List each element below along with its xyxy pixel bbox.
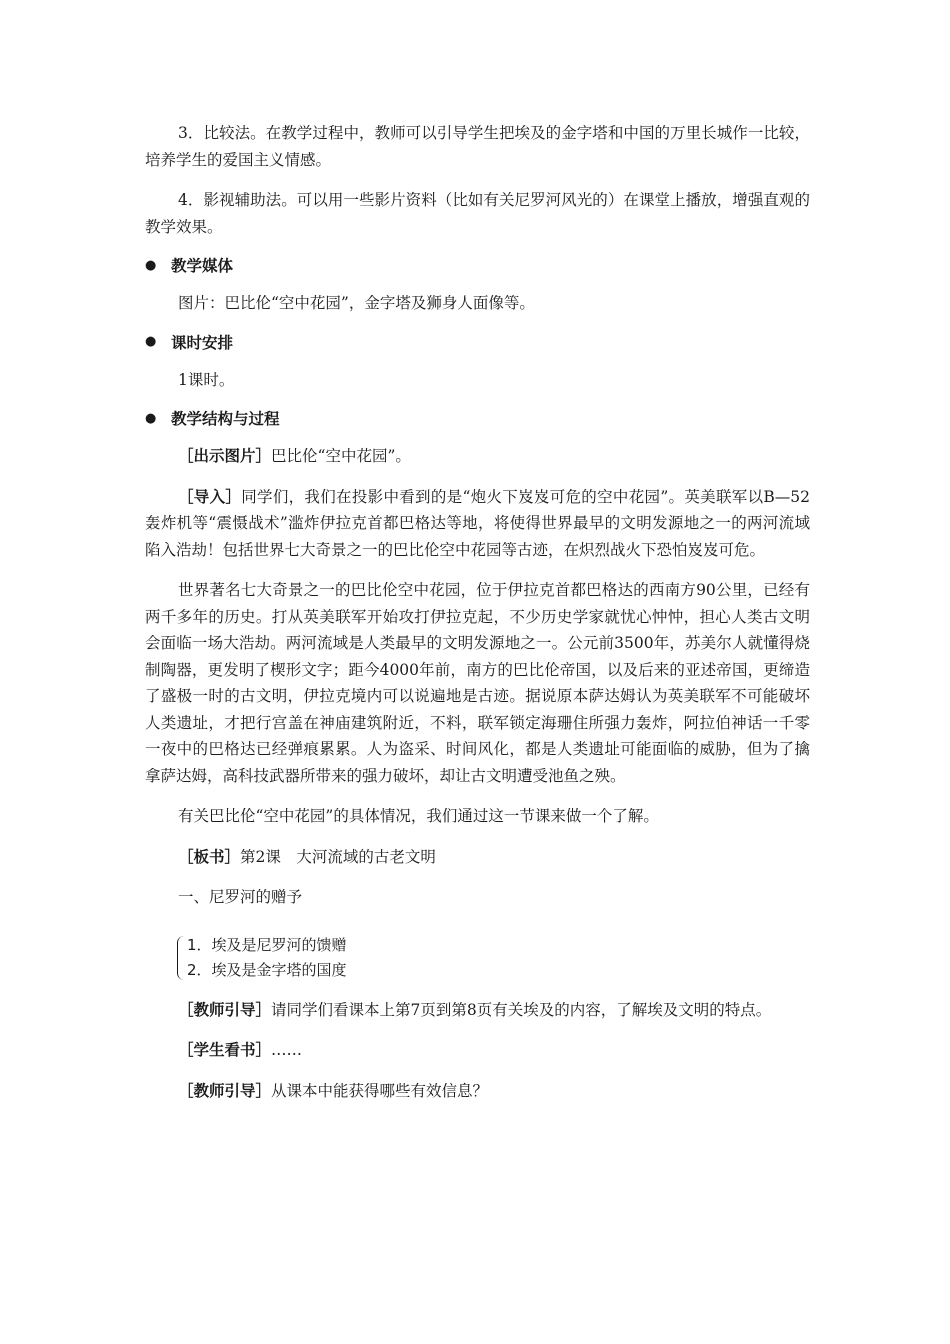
media-heading (145, 254, 810, 276)
board-line (145, 844, 810, 871)
teacher-guide-2 (145, 1078, 810, 1105)
intro-text: 同学们，我们在投影中看到的是“炮火下岌岌可危的空中花园”。英美联军以B—52轰炸机等“震慑战术”滥炸伊拉克首都巴格达等地，将使得世界最早的文明发源地之一的两河流域陷入浩劫！包括世界七大奇景之一的巴比伦空中花园等古迹，在炽烈战火下恐怕岌岌可危。 (145, 487, 810, 559)
student-reading-tag: ［学生看书］ (178, 1041, 272, 1059)
document-body (145, 120, 810, 1104)
bullet-icon: ● (145, 334, 157, 349)
brace-item: 2．埃及是金字塔的国度 (187, 960, 347, 979)
brace-icon (177, 936, 184, 980)
show-picture-tag: ［出示图片］ (178, 447, 272, 465)
teacher-guide-text: 请同学们看课本上第7页到第8页有关埃及的内容，了解埃及文明的特点。 (271, 1000, 772, 1019)
body-paragraph: 世界著名七大奇景之一的巴比伦空中花园，位于伊拉克首都巴格达的西南方90公里，已经有两千多年的历史。打从英美联军开始攻打伊拉克起，不少历史学家就忧心忡忡，担心人类古文明会面临一场大浩劫。两河流域是人类最早的文明发源地之一。公元前3500年，苏美尔人就懂得烧制陶器，更发明了楔形文字；距今4000年前，南方的巴比伦帝国，以及后来的亚述帝国，更缔造了盛极一时的古文明，伊拉克境内可以说遍地是古迹。据说原本萨达姆认为英美联军不可能破坏人类遗址，才把行宫盖在神庙建筑附近，不料，联军锁定海珊住所强力轰炸，阿拉伯神话一千零一夜中的巴格达已经弹痕累累。人为盗采、时间风化，都是人类遗址可能面临的威胁，但为了擒拿萨达姆，高科技武器所带来的强力破坏，却让古文明遭受池鱼之殃。 (145, 581, 810, 785)
teacher-guide-tag: ［教师引导］ (178, 1081, 272, 1100)
board-tag: ［板书］ (178, 847, 241, 866)
brace-item: 1．埃及是尼罗河的馈赠 (187, 935, 347, 954)
schedule-heading-text: 课时安排 (171, 332, 234, 352)
media-heading-text: 教学媒体 (171, 256, 234, 275)
teacher-guide-1 (145, 997, 810, 1024)
teacher-guide-text: 从课本中能获得哪些有效信息？ (271, 1081, 489, 1100)
schedule-text: 1课时。 (178, 370, 235, 389)
intro-tag: ［导入］ (178, 487, 242, 506)
section-one-title: 一、尼罗河的赠予 (178, 888, 303, 906)
brace-list (177, 933, 810, 983)
schedule-heading (145, 331, 810, 353)
structure-heading-text: 教学结构与过程 (171, 409, 280, 428)
structure-heading (145, 407, 810, 429)
bullet-icon: ● (145, 410, 157, 426)
transition-paragraph: 有关巴比伦“空中花园”的具体情况，我们通过这一节课来做一个了解。 (178, 807, 659, 825)
board-text: 第2课 大河流域的古老文明 (240, 847, 436, 866)
show-picture-line (145, 443, 810, 470)
method-3-paragraph: 3．比较法。在教学过程中，教师可以引导学生把埃及的金字塔和中国的万里长城作一比较，培养学生的爱国主义情感。 (145, 124, 810, 169)
student-reading-text: …… (271, 1041, 303, 1059)
media-text: 图片：巴比伦“空中花园”，金字塔及狮身人面像等。 (178, 294, 535, 312)
intro-paragraph (145, 484, 810, 564)
teacher-guide-tag: ［教师引导］ (178, 1000, 272, 1019)
method-4-paragraph: 4．影视辅助法。可以用一些影片资料（比如有关尼罗河风光的）在课堂上播放，增强直观的教学效果。 (145, 191, 810, 236)
student-reading (145, 1037, 810, 1064)
show-picture-text: 巴比伦“空中花园”。 (271, 447, 411, 465)
bullet-icon: ● (145, 257, 157, 273)
